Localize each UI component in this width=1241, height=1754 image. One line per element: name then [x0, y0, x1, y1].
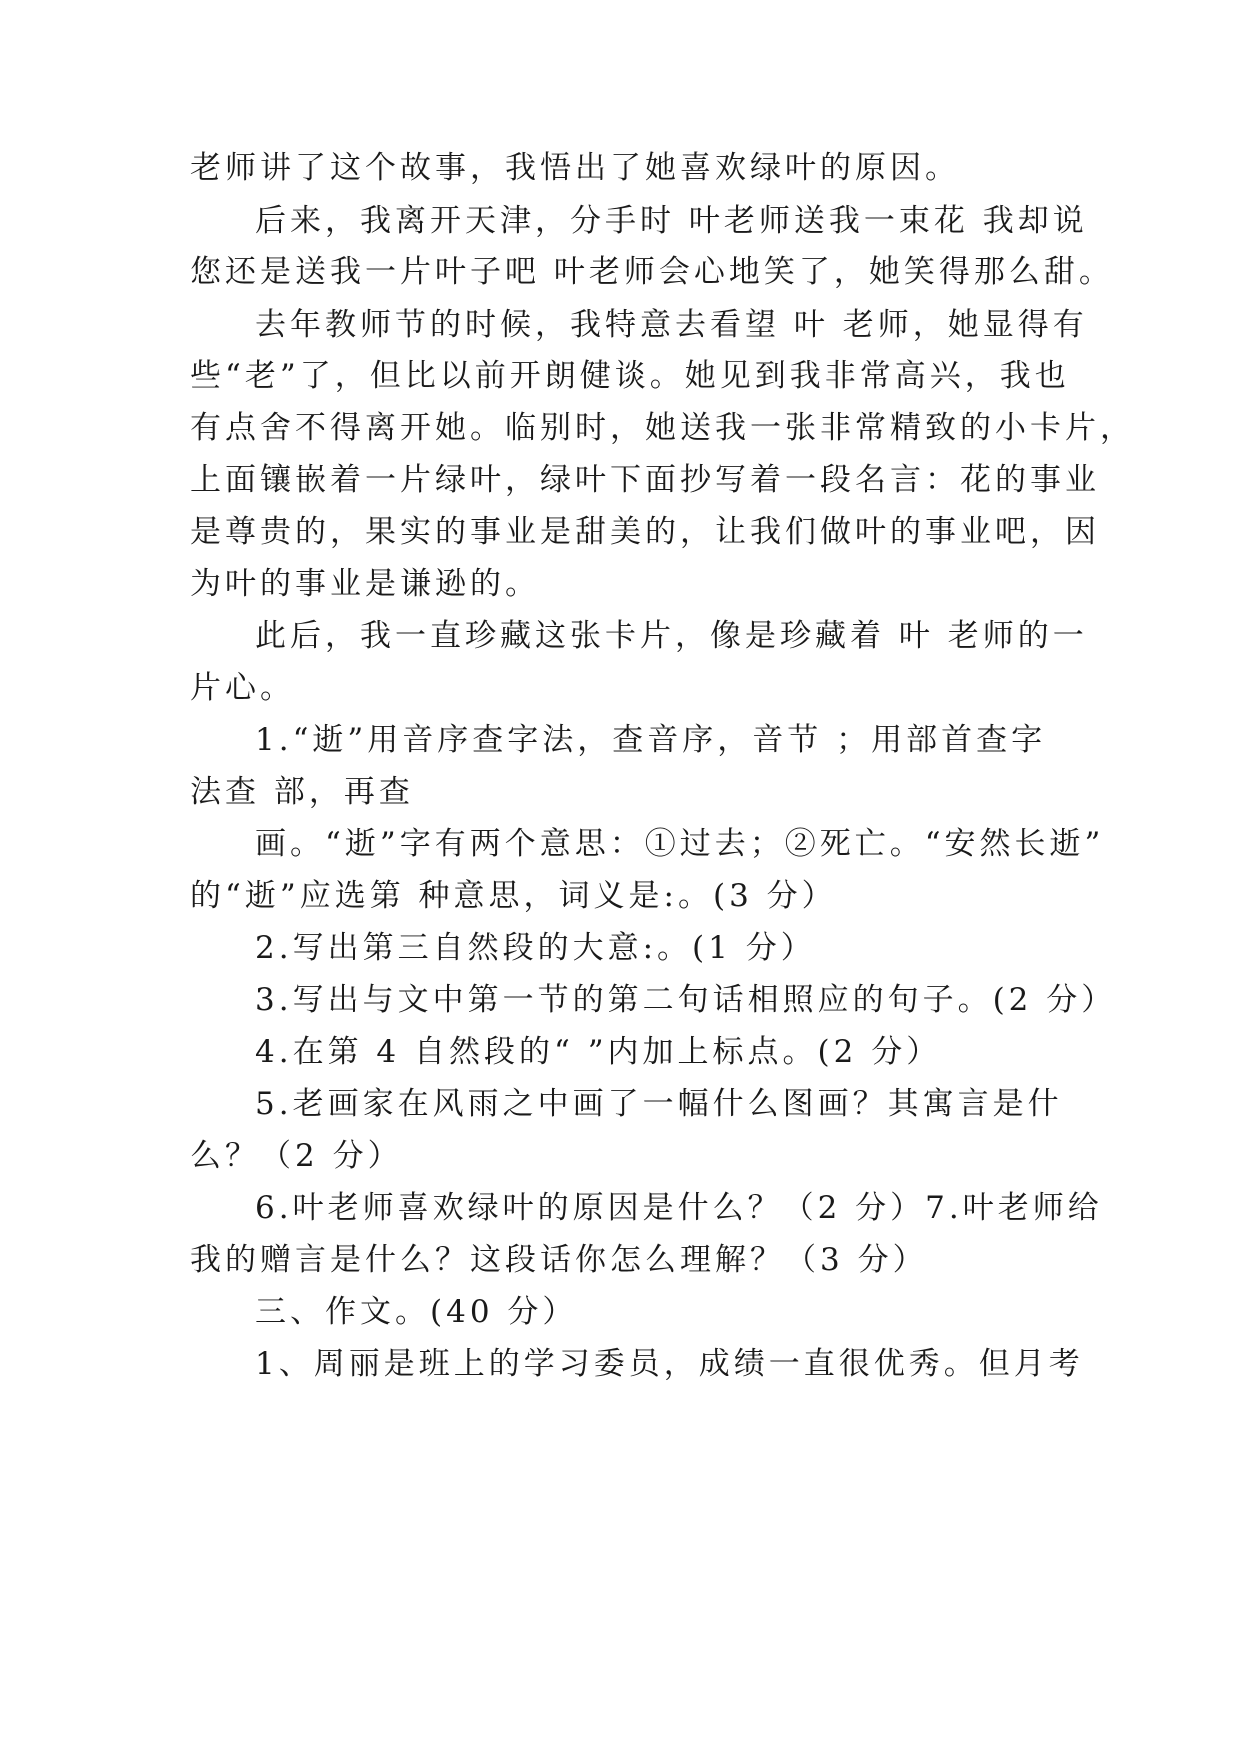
question-6: 6.叶老师喜欢绿叶的原因是什么？（2 分）7.叶老师给 [255, 1190, 1103, 1226]
text-line: 画。“逝”字有两个意思：①过去；②死亡。“安然长逝” [255, 826, 1105, 862]
question-2: 2.写出第三自然段的大意:。(1 分） [255, 930, 816, 966]
text-line: 是尊贵的，果实的事业是甜美的，让我们做叶的事业吧，因 [190, 514, 1100, 550]
text-line: 您还是送我一片叶子吧 叶老师会心地笑了，她笑得那么甜。 [190, 254, 1114, 290]
text-line: 么？（2 分） [190, 1138, 403, 1174]
text-line: 些“老”了，但比以前开朗健谈。她见到我非常高兴，我也 [190, 358, 1070, 394]
text-line: 为叶的事业是谦逊的。 [190, 566, 540, 602]
text-line: 上面镶嵌着一片绿叶，绿叶下面抄写着一段名言：花的事业 [190, 462, 1100, 498]
text-line: 法查 部，再查 [190, 774, 414, 810]
question-1: 1.“逝”用音序查字法，查音序，音节 ；用部首查字 [255, 722, 1047, 758]
question-3: 3.写出与文中第一节的第二句话相照应的句子。(2 分） [255, 982, 1117, 1018]
question-4: 4.在第 4 自然段的“ ”内加上标点。(2 分） [255, 1034, 942, 1070]
text-line: 的“逝”应选第 种意思，词义是:。(3 分） [190, 878, 837, 914]
question-5: 5.老画家在风雨之中画了一幅什么图画？其寓言是什 [255, 1086, 1063, 1122]
text-line: 1、周丽是班上的学习委员，成绩一直很优秀。但月考 [255, 1346, 1084, 1382]
text-line: 老师讲了这个故事，我悟出了她喜欢绿叶的原因。 [190, 150, 960, 186]
text-line: 去年教师节的时候，我特意去看望 叶 老师，她显得有 [255, 307, 1088, 343]
text-line: 我的赠言是什么？这段话你怎么理解？（3 分） [190, 1242, 928, 1278]
text-line: 此后，我一直珍藏这张卡片，像是珍藏着 叶 老师的一 [255, 618, 1088, 654]
section-heading: 三、作文。(40 分） [255, 1294, 578, 1330]
text-line: 片心。 [190, 670, 295, 706]
text-line: 有点舍不得离开她。临别时，她送我一张非常精致的小卡片， [190, 410, 1135, 446]
text-line: 后来，我离开天津，分手时 叶老师送我一束花 我却说 [255, 203, 1088, 239]
